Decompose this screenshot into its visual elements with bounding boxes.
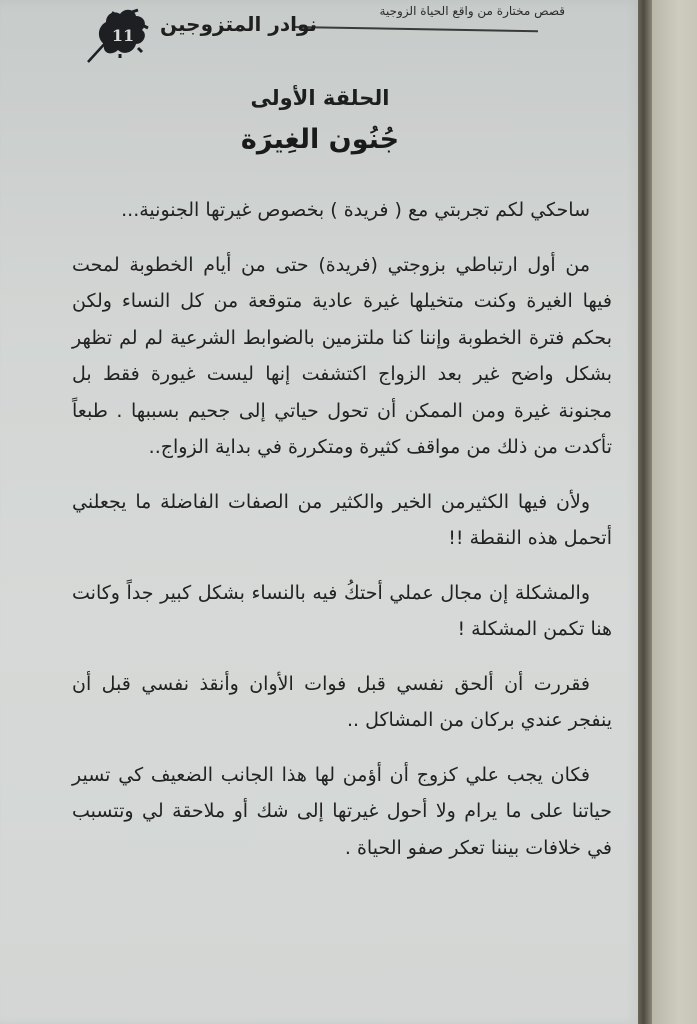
paragraph: فقررت أن ألحق نفسي قبل فوات الأوان وأنقذ نفسي قبل أن ينفجر عندي بركان من المشاكل .. bbox=[72, 672, 612, 731]
book-title: نوادر المتزوجين bbox=[160, 12, 318, 36]
paragraph: فكان يجب علي كزوج أن أؤمن لها هذا الجانب الضعيف كي تسير حياتنا على ما يرام ولا أحول غيرتها إلى شك أو ملاحقة لي وتتسبب في خلافات بيننا تعكر صفو الحياة . bbox=[72, 763, 612, 859]
paragraph: ولأن فيها الكثيرمن الخير والكثير من الصفات الفاضلة ما يجعلني أتحمل هذه النقطة !! bbox=[72, 490, 612, 549]
adjacent-page-edge bbox=[652, 0, 697, 1024]
body-text bbox=[72, 192, 612, 884]
series-subtitle: قصص مختارة من واقع الحياة الزوجية bbox=[379, 4, 565, 18]
header-rule bbox=[293, 26, 538, 32]
paragraph: والمشكلة إن مجال عملي أحتكُ فيه بالنساء بشكل كبير جداً وكانت هنا تكمن المشكلة ! bbox=[72, 581, 612, 640]
page-number: 11 bbox=[111, 26, 135, 45]
paragraph: ساحكي لكم تجربتي مع ( فريدة ) بخصوص غيرتها الجنونية... bbox=[121, 199, 590, 221]
page-number-badge bbox=[80, 4, 150, 64]
chapter-title: جُنُون الغِيرَة bbox=[240, 124, 400, 155]
paragraph: من أول ارتباطي بزوجتي (فريدة) حتى من أيام الخطوبة لمحت فيها الغيرة وكنت متخيلها غيرة عادية متوقعة من كل النساء ولكن بحكم فترة الخطوبة وإننا كنا ملتزمين بالضوابط الشرعية لم لم تظهر بشكل واضح غير بعد الزواج اكتشفت إنها ليست غيورة فقط بل مجنونة غيرة ومن الممكن أن تحول حياتي إلى جحيم بسببها . طبعاً تأكدت من ذلك من مواقف كثيرة ومتكررة في بداية الزواج.. bbox=[72, 253, 612, 458]
chapter-label: الحلقة الأولى bbox=[250, 86, 390, 110]
running-header bbox=[70, 0, 630, 70]
book-spine-gutter bbox=[638, 0, 652, 1024]
